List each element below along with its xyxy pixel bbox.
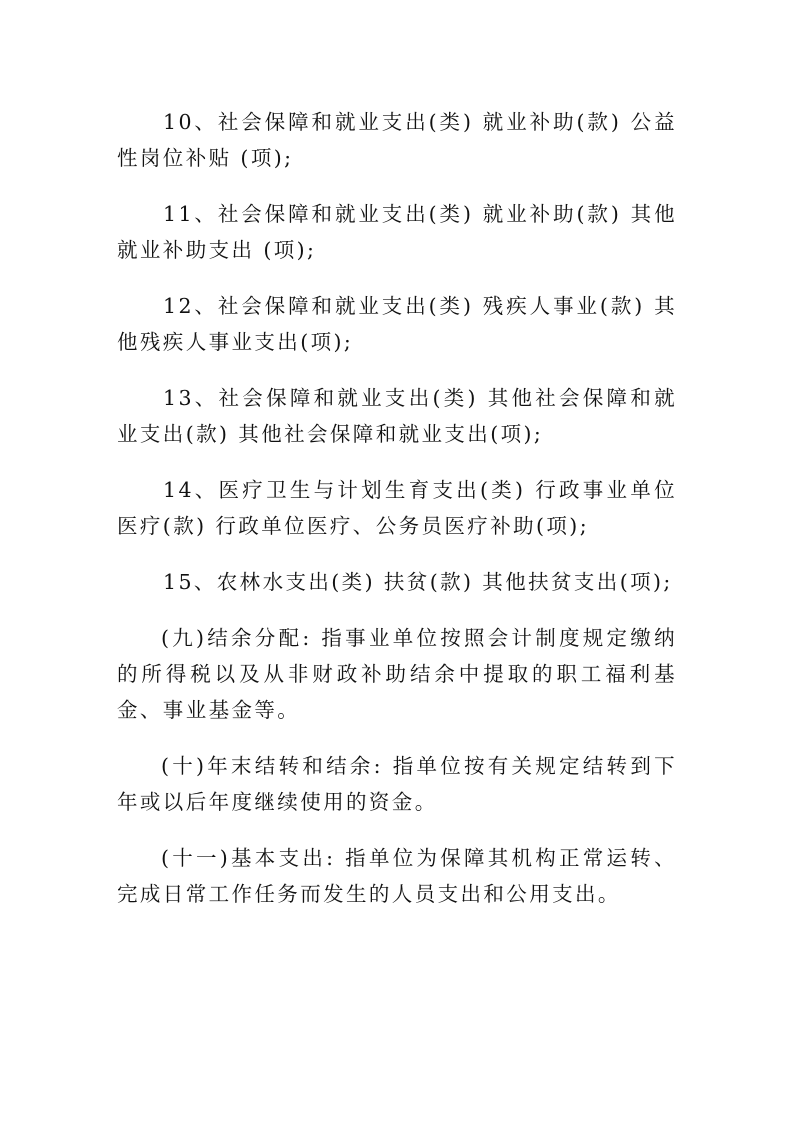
document-body	[117, 104, 677, 932]
paragraph-item-11: 11、社会保障和就业支出(类) 就业补助(款) 其他就业补助支出 (项);	[117, 202, 677, 262]
paragraph-surplus-distribution: (九)结余分配: 指事业单位按照会计制度规定缴纳的所得税以及从非财政补助结余中提取的职工福利基金、事业基金等。	[117, 626, 677, 722]
paragraph-item-12: 12、社会保障和就业支出(类) 残疾人事业(款) 其他残疾人事业支出(项);	[117, 294, 677, 354]
paragraph-item-15: 15、农林水支出(类) 扶贫(款) 其他扶贫支出(项);	[163, 570, 673, 594]
paragraph-item-10: 10、社会保障和就业支出(类) 就业补助(款) 公益性岗位补贴 (项);	[117, 110, 677, 170]
paragraph-item-14: 14、医疗卫生与计划生育支出(类) 行政事业单位医疗(款) 行政单位医疗、公务员医疗补助(项);	[117, 478, 677, 538]
paragraph-year-end-carryover: (十)年末结转和结余: 指单位按有关规定结转到下年或以后年度继续使用的资金。	[117, 754, 677, 814]
paragraph-basic-expenditure: (十一)基本支出: 指单位为保障其机构正常运转、完成日常工作任务而发生的人员支出和公用支出。	[117, 846, 677, 906]
paragraph-item-13: 13、社会保障和就业支出(类) 其他社会保障和就业支出(款) 其他社会保障和就业支出(项);	[117, 386, 677, 446]
